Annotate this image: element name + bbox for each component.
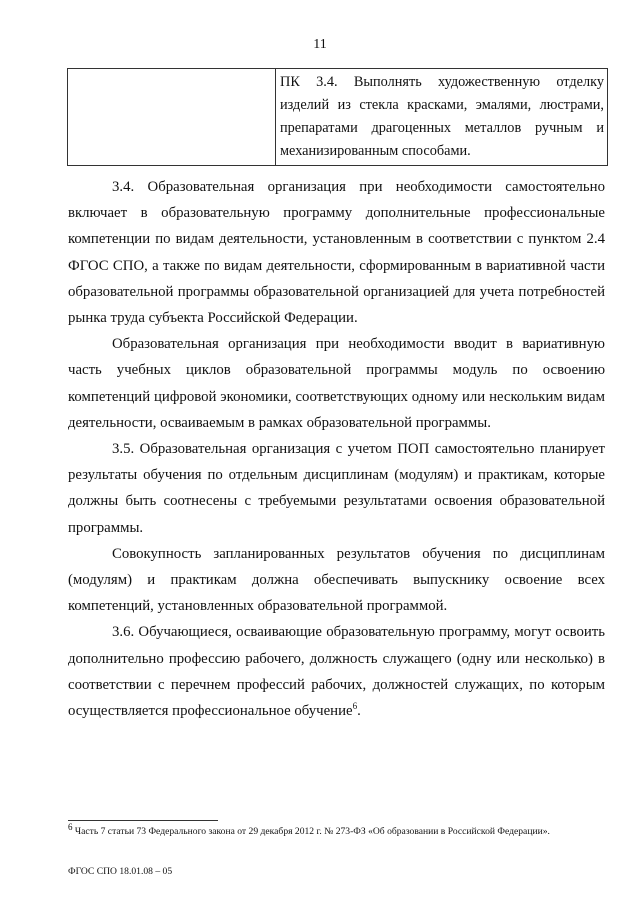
footnote-reference: 6	[352, 701, 358, 712]
footnote-text: Часть 7 статьи 73 Федерального закона от 29 декабря 2012 г. № 273-ФЗ «Об образовании в Российской Федерации».	[72, 826, 550, 837]
paragraph-3-6-text: 3.6. Обучающиеся, осваивающие образовательную программу, могут освоить дополнительно профессию рабочего, должность служащего (одну или несколько) в соответствии с перечнем профессий рабочих, должностей служащих, по которым осуществляется профессиональное обучение	[68, 624, 605, 720]
page-number: 11	[313, 37, 327, 52]
document-code: ФГОС СПО 18.01.08 – 05	[68, 866, 173, 877]
footnote-separator	[68, 820, 218, 821]
paragraph-3-5: 3.5. Образовательная организация с учетом ПОП самостоятельно планирует результаты обучения по отдельным дисциплинам (модулям) и практикам, которые должны быть соотнесены с требуемыми результатами освоения образовательной программы.	[68, 441, 605, 536]
competency-table	[67, 68, 608, 166]
paragraph-learning-outcomes: Совокупность запланированных результатов обучения по дисциплинам (модулям) и практикам должна обеспечивать выпускнику освоение всех компетенций, установленных образовательной программой.	[68, 545, 605, 615]
table-cell-empty	[68, 69, 276, 166]
table-row	[68, 69, 608, 166]
body-text	[68, 174, 605, 724]
paragraph-digital-economy: Образовательная организация при необходимости вводит в вариативную часть учебных циклов образовательной программы модуль по освоению компетенций цифровой экономики, соответствующих одному или нескольким видам деятельности, осваиваемым в рамках образовательной программы.	[68, 336, 605, 431]
footnote	[68, 821, 613, 838]
footnote-marker: 6	[68, 821, 73, 832]
paragraph-3-6: 3.6. Обучающиеся, осваивающие образовательную программу, могут освоить дополнительно профессию рабочего, должность служащего (одну или несколько) в соответствии с перечнем профессий рабочих, должностей служащих, по которым осуществляется профессиональное обучение$^6$.	[68, 624, 605, 720]
table-cell-competency: ПК 3.4. Выполнять художественную отделку изделий из стекла красками, эмалями, люстрами, препаратами драгоценных металлов ручным и механизированным способами.	[276, 69, 608, 166]
paragraph-3-4: 3.4. Образовательная организация при необходимости самостоятельно включает в образовательную программу дополнительные профессиональные компетенции по видам деятельности, установленным в соответствии с пунктом 2.4 ФГОС СПО, а также по видам деятельности, сформированным в вариативной части образовательной программы образовательной организацией для учета потребностей рынка труда субъекта Российской Федерации.	[68, 179, 605, 327]
